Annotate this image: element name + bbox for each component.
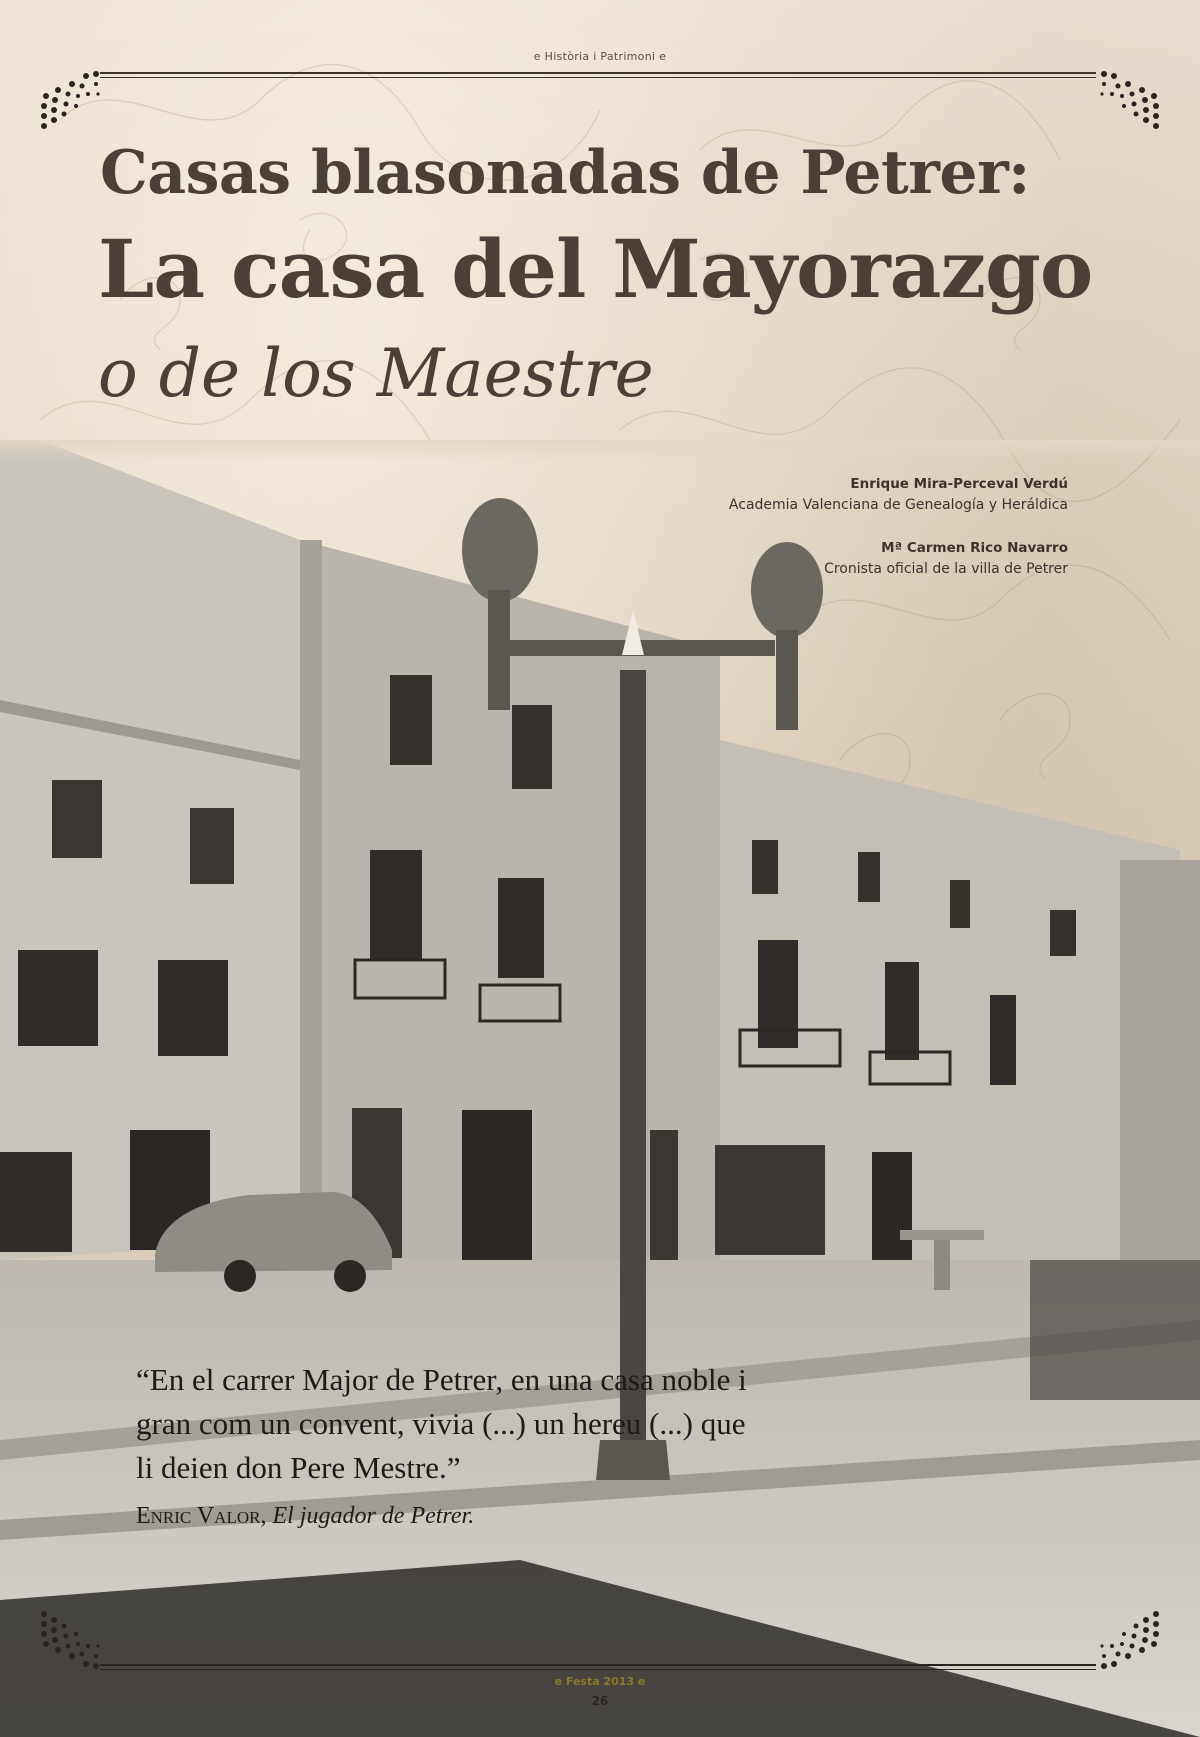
corner-ornament-bottom-right-icon bbox=[1098, 1610, 1160, 1672]
title-line-2: La casa del Mayorazgo bbox=[98, 222, 1093, 316]
title-line-1: Casas blasonadas de Petrer: bbox=[100, 138, 1030, 208]
quote-line: li deien don Pere Mestre.” bbox=[136, 1450, 461, 1485]
top-rule-thin bbox=[100, 77, 1096, 78]
quote-attribution bbox=[136, 1503, 836, 1530]
corner-ornament-bottom-left-icon bbox=[40, 1610, 102, 1672]
author-name: Mª Carmen Rico Navarro bbox=[881, 540, 1068, 556]
section-tag: e Història i Patrimoni e bbox=[533, 50, 667, 63]
quote-line: “En el carrer Major de Petrer, en una casa noble i bbox=[136, 1362, 747, 1397]
street-photograph bbox=[0, 440, 1200, 1737]
corner-ornament-top-left-icon bbox=[40, 68, 102, 130]
quote-line: gran com un convent, vivia (...) un hereu (...) que bbox=[136, 1406, 746, 1441]
authors-block bbox=[729, 474, 1068, 580]
page-number: 26 bbox=[591, 1694, 609, 1708]
quote-work: El jugador de Petrer. bbox=[272, 1503, 475, 1529]
author-affiliation: Academia Valenciana de Genealogía y Heráldica bbox=[728, 497, 1068, 513]
top-rule bbox=[100, 72, 1096, 74]
footer-label: e Festa 2013 e bbox=[554, 1675, 646, 1688]
epigraph-quote bbox=[136, 1358, 896, 1490]
bottom-rule-thin bbox=[100, 1669, 1096, 1670]
corner-ornament-top-right-icon bbox=[1098, 68, 1160, 130]
street-photo-svg bbox=[0, 440, 1200, 1737]
bottom-rule bbox=[100, 1664, 1096, 1666]
author-affiliation: Cronista oficial de la villa de Petrer bbox=[824, 561, 1068, 577]
author-name: Enrique Mira-Perceval Verdú bbox=[850, 476, 1068, 492]
quote-author: Enric Valor, bbox=[136, 1503, 267, 1529]
title-line-3: o de los Maestre bbox=[98, 335, 654, 412]
